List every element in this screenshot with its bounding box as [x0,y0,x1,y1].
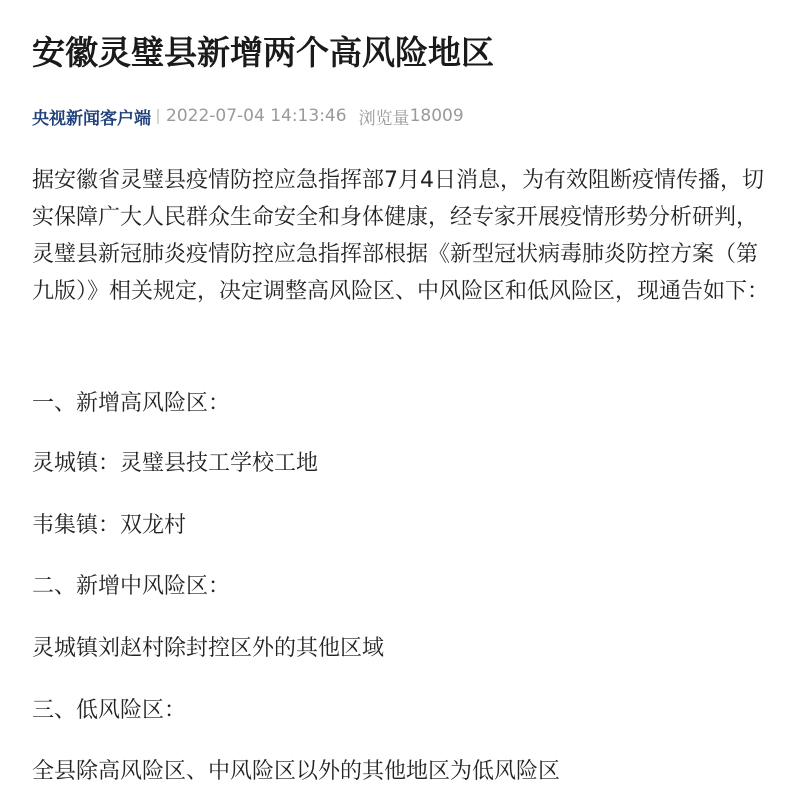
high-risk-item: 韦集镇：双龙村 [32,513,187,538]
views-label: 浏览量 [358,108,410,129]
intro-paragraph: 据安徽省灵璧县疫情防控应急指挥部7月4日消息，为有效阻断疫情传播，切实保障广大人民群众生命安全和身体健康，经专家开展疫情形势分析研判，灵璧县新冠肺炎疫情防控应急指挥部根据《新型冠状病毒肺炎防控方案（第九版）》相关规定，决定调整高风险区、中风险区和低风险区，现通告如下： [32,168,770,304]
publish-time: 2022-07-04 14:13:46 [166,106,347,126]
article-meta [32,104,464,128]
views-count: 18009 [409,106,464,126]
meta-divider [157,109,159,124]
source-link[interactable]: 央视新闻客户端 [32,108,151,129]
article-title: 安徽灵璧县新增两个高风险地区 [32,33,494,72]
mid-risk-item: 灵城镇刘赵村除封控区外的其他区域 [32,636,385,661]
low-risk-heading: 三、低风险区： [32,698,187,723]
low-risk-item: 全县除高风险区、中风险区以外的其他地区为低风险区 [32,759,561,784]
mid-risk-heading: 二、新增中风险区： [32,574,231,599]
high-risk-item: 灵城镇：灵璧县技工学校工地 [32,451,319,476]
bottom-fade [0,790,800,808]
high-risk-heading: 一、新增高风险区： [32,391,231,416]
